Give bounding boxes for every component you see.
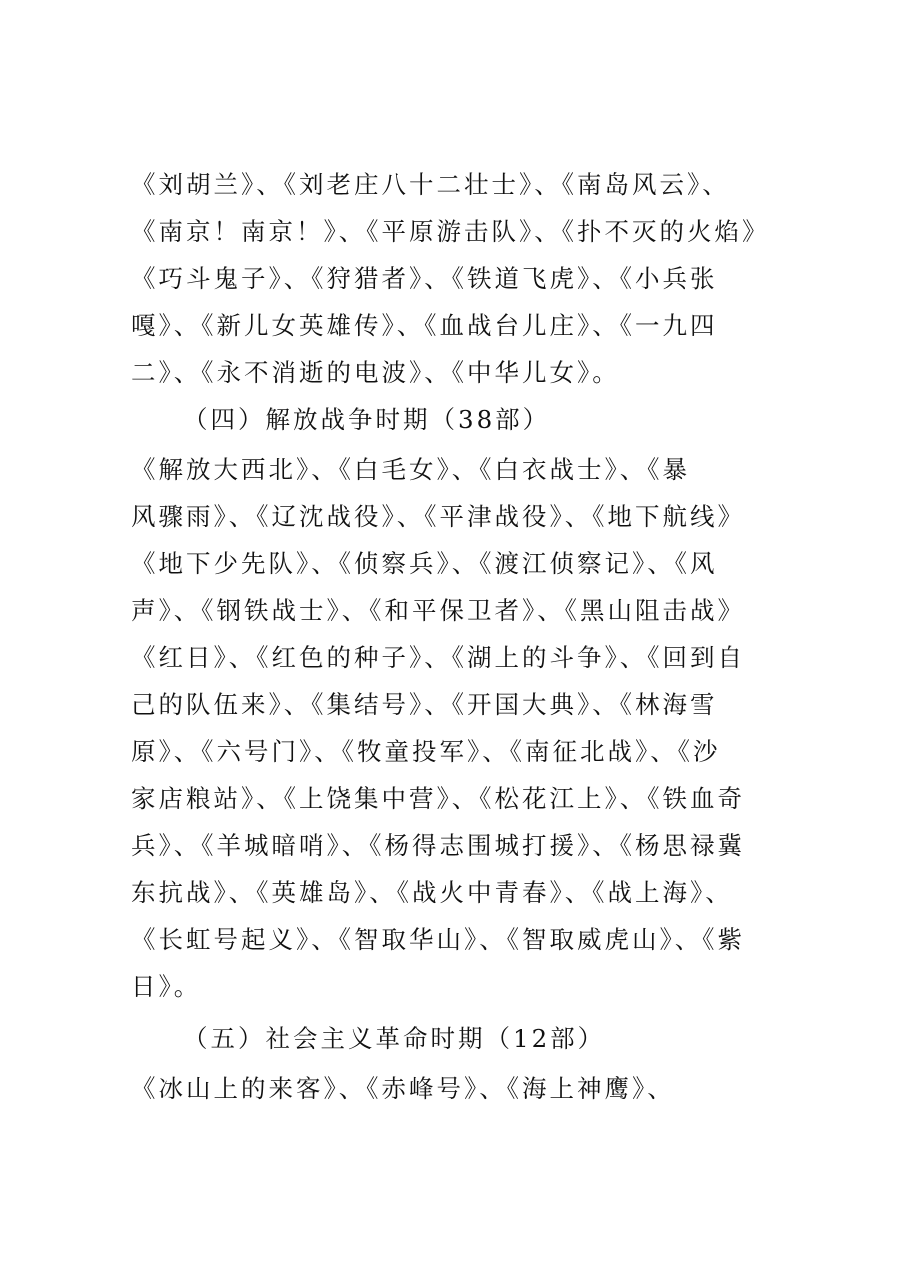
section-heading: （五）社会主义革命时期（12部） (183, 1024, 606, 1053)
section-heading: （四）解放战争时期（38部） (183, 405, 551, 434)
text-line: 己的队伍来》、《集结号》、《开国大典》、《林海雪 (131, 690, 718, 719)
text-line: 《南京！南京！》、《平原游击队》、《扑不灭的火焰》 (131, 217, 770, 246)
text-line: 《冰山上的来客》、《赤峰号》、《海上神鹰》、 (131, 1074, 675, 1103)
text-line: 二》、《永不消逝的电波》、《中华儿女》。 (131, 358, 620, 387)
text-line: 声》、《钢铁战士》、《和平保卫者》、《黑山阻击战》 (131, 596, 745, 625)
text-line: 《巧斗鬼子》、《狩猎者》、《铁道飞虎》、《小兵张 (131, 264, 718, 293)
text-line: 风骤雨》、《辽沈战役》、《平津战役》、《地下航线》 (131, 502, 745, 531)
text-line: 原》、《六号门》、《牧童投军》、《南征北战》、《沙 (131, 737, 721, 766)
text-line: 东抗战》、《英雄岛》、《战火中青春》、《战上海》、 (131, 878, 733, 907)
text-line: 《红日》、《红色的种子》、《湖上的斗争》、《回到自 (131, 643, 745, 672)
text-line: 《刘胡兰》、《刘老庄八十二壮士》、《南岛风云》、 (131, 170, 730, 199)
text-line: 家店粮站》、《上饶集中营》、《松花江上》、《铁血奇 (131, 784, 745, 813)
text-line: 日》。 (131, 972, 202, 1001)
text-line: 《长虹号起义》、《智取华山》、《智取威虎山》、《紫 (131, 925, 745, 954)
text-line: 兵》、《羊城暗哨》、《杨得志围城打援》、《杨思禄冀 (131, 831, 745, 860)
text-line: 《解放大西北》、《白毛女》、《白衣战士》、《暴 (131, 455, 690, 484)
text-line: 嘎》、《新儿女英雄传》、《血战台儿庄》、《一九四 (131, 311, 718, 340)
text-line: 《地下少先队》、《侦察兵》、《渡江侦察记》、《风 (131, 549, 718, 578)
